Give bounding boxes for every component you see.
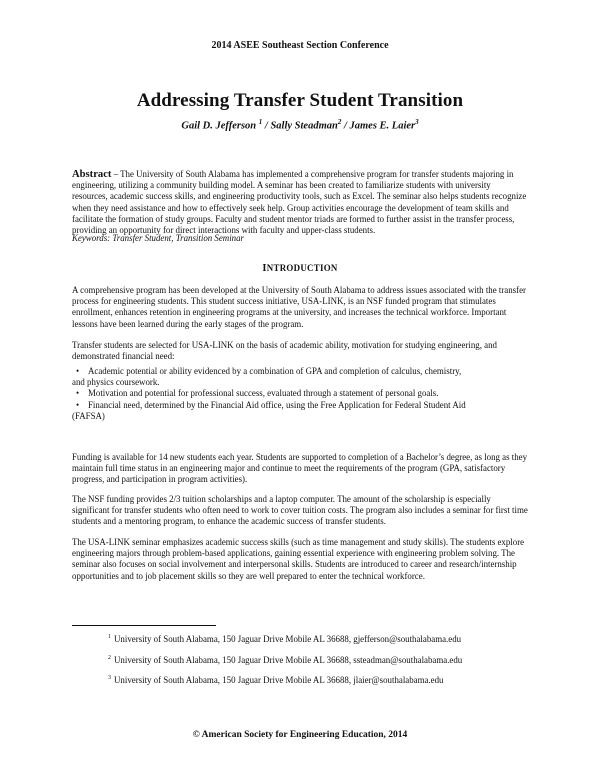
author-footnote-mark: 3 xyxy=(415,118,419,126)
footnote-mark: 3 xyxy=(108,675,111,682)
keywords: Keywords: Transfer Student, Transition Seminar xyxy=(72,233,245,243)
footnote xyxy=(108,634,461,644)
list-item-text: Academic potential or ability evidenced by a combination of GPA and completion of calculus, chemistry, xyxy=(88,366,462,376)
section-heading-rest: NTRODUCTION xyxy=(266,263,338,273)
author-name: Sally Steadman xyxy=(270,120,338,132)
author-separator: / xyxy=(341,120,350,132)
list-item-text: Financial need, determined by the Financial Aid office, using the Free Application for Federal Student Aid xyxy=(88,399,466,410)
footnote-text: University of South Alabama, 150 Jaguar Drive Mobile AL 36688, jlaier@southalabama.edu xyxy=(114,675,444,685)
conference-header: 2014 ASEE Southeast Section Conference xyxy=(211,40,389,51)
author-separator: / xyxy=(262,120,271,132)
list-item xyxy=(72,400,528,422)
list-item xyxy=(72,388,528,399)
footnote-mark: 1 xyxy=(108,634,111,641)
author-line xyxy=(0,118,600,132)
bullet-icon: • xyxy=(76,366,80,376)
footnote-text: University of South Alabama, 150 Jaguar Drive Mobile AL 36688, gjefferson@southalabama.edu xyxy=(114,634,462,644)
footnote-text: University of South Alabama, 150 Jaguar Drive Mobile AL 36688, ssteadman@southalabama.edu xyxy=(114,655,463,665)
section-heading-initial: I xyxy=(262,263,267,274)
author-footnote-mark: 1 xyxy=(258,118,263,126)
copyright-footer: © American Society for Engineering Education, 2014 xyxy=(192,730,408,740)
paragraph: Transfer students are selected for USA-LINK on the basis of academic ability, motivation for studying engineering, and demonstrated financial need: xyxy=(72,340,497,362)
list-item-continuation: and physics coursework. xyxy=(72,377,160,388)
author-name: James E. Laier xyxy=(349,120,416,132)
abstract xyxy=(72,169,528,236)
author-footnote-mark: 2 xyxy=(337,118,342,126)
list-item-text: Motivation and potential for professional success, evaluated through a statement of personal goals. xyxy=(88,388,439,399)
bullet-icon: • xyxy=(76,399,80,410)
author-name: Gail D. Jefferson xyxy=(181,120,257,132)
abstract-text: – The University of South Alabama has implemented a comprehensive program for transfer students majoring in engineering, utilizing a community building model. A seminar has been created to familiarize students with university resources, academic success skills, and engineering productivity tools, such as Excel. The seminar also helps students recognize when they need assistance and how to effectively seek help. Group activities encourage the development of team skills and facilitate the formation of study groups. Faculty and student mentor triads are formed to further assist in the transfer process, providing an opportunity for direct interactions with faculty and upper-class students. xyxy=(72,169,527,236)
footnote xyxy=(108,655,462,665)
footnote-mark: 2 xyxy=(108,655,111,662)
criteria-list xyxy=(72,366,528,422)
paragraph: The NSF funding provides 2/3 tuition scholarships and a laptop computer. The amount of the scholarship is especially significant for transfer students who often need to work to cover tuition costs. The program also includes a seminar for first time students and a mentoring program, to enhance the academic success of transfer students. xyxy=(72,494,528,527)
paper-title: Addressing Transfer Student Transition xyxy=(136,90,464,111)
list-item-continuation: (FAFSA) xyxy=(72,410,105,421)
section-heading-introduction xyxy=(0,263,600,274)
footnote xyxy=(108,675,444,685)
footnote-divider xyxy=(72,625,216,626)
list-item xyxy=(72,366,528,388)
paragraph: The USA-LINK seminar emphasizes academic success skills (such as time management and study skills). The students explore engineering majors through problem-based applications, gaining essential experience with engineering problem solving. The seminar also focuses on social involvement and interpersonal skills. Students are introduced to career and research/internship opportunities and to job placement skills so they are well prepared to enter the technical workforce. xyxy=(72,537,525,581)
abstract-label: Abstract xyxy=(72,169,112,180)
paragraph: A comprehensive program has been developed at the University of South Alabama to address issues associated with the transfer process for engineering students. This student success initiative, USA-LINK, is an NSF funded program that stimulates enrollment, enhances retention in engineering programs at the university, and increases the technical workforce. Important lessons have been learned during the early stages of the program. xyxy=(72,285,526,329)
bullet-icon: • xyxy=(76,388,80,399)
paragraph: Funding is available for 14 new students each year. Students are supported to completion of a Bachelor’s degree, as long as they maintain full time status in an engineering major and continue to meet the requirements of the program (GPA, satisfactory progress, and participation in program activities). xyxy=(72,452,528,485)
